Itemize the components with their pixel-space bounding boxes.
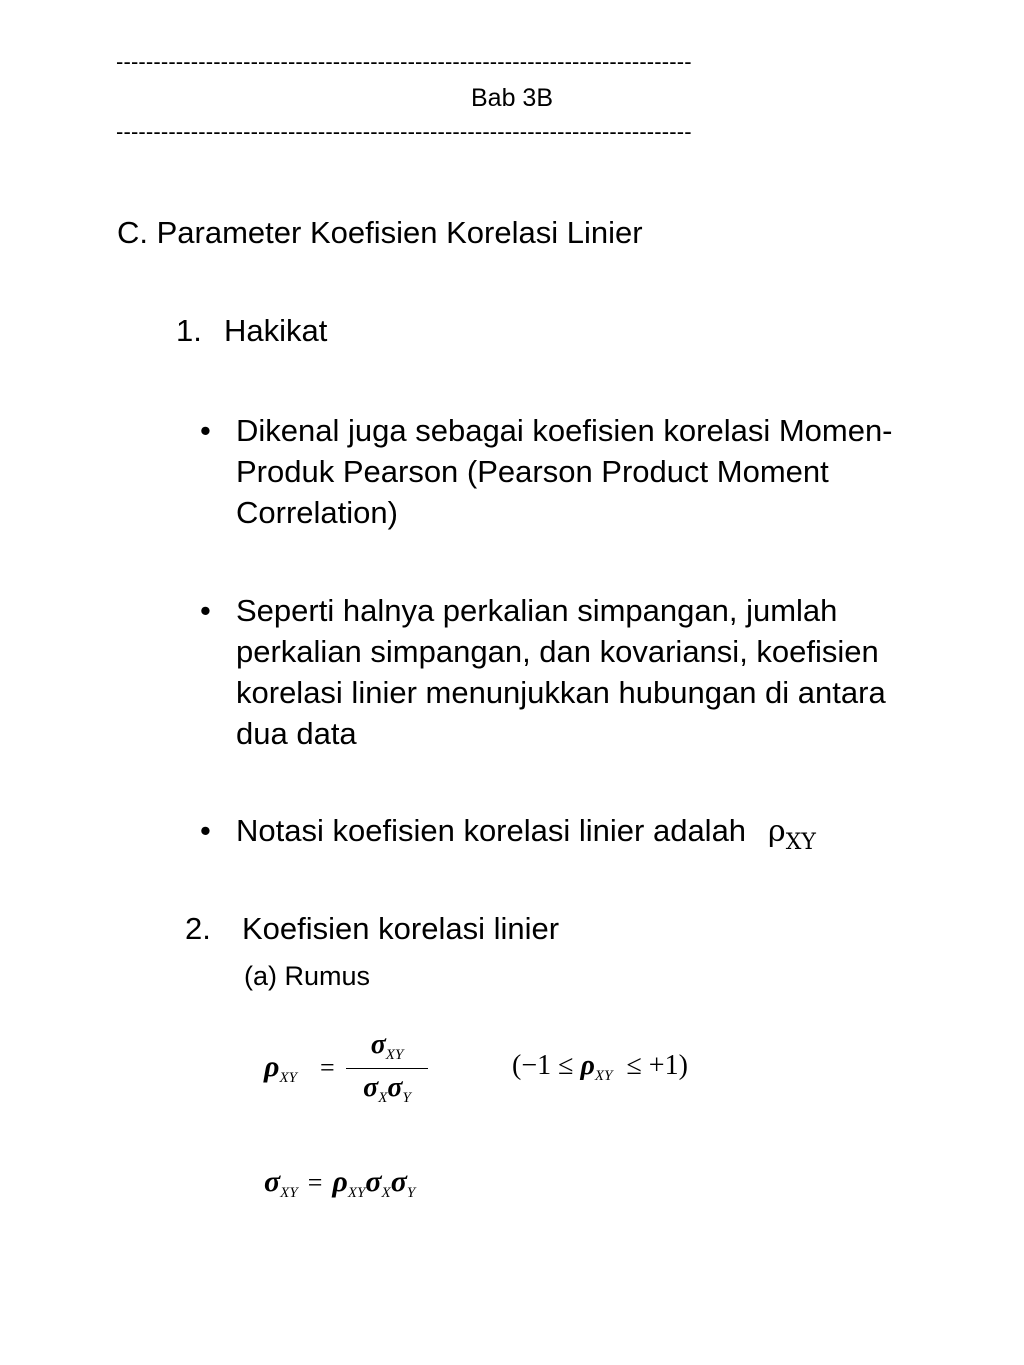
rho-notation (768, 814, 816, 855)
page-header-title: Bab 3B (470, 84, 553, 112)
sigma-symbol: σ (363, 1072, 379, 1103)
list-item-koefisien (185, 910, 559, 948)
formula-lhs (264, 1050, 297, 1084)
subscript-xy: XY (594, 1068, 613, 1084)
subscript-xy: XY (347, 1185, 366, 1201)
list-item-label: Hakikat (224, 313, 328, 348)
list-item-number: 1. (176, 313, 202, 348)
list-item-number: 2. (185, 911, 211, 946)
fraction-bar (346, 1068, 428, 1069)
sigma-symbol: σ (264, 1165, 281, 1198)
bullet-icon: • (200, 593, 211, 628)
bullet-icon: • (200, 813, 211, 848)
subscript-xy: XY (385, 1047, 404, 1063)
bullet-item (200, 810, 920, 855)
sigma-symbol: σ (370, 1029, 386, 1060)
subscript-xy: XY (280, 1185, 298, 1201)
bullet-item (200, 590, 920, 754)
subscript-y: Y (402, 1090, 411, 1106)
fraction (346, 1028, 428, 1109)
subscript-x: X (381, 1185, 391, 1201)
covariance-formula (264, 1165, 415, 1199)
rho-subscript: XY (785, 830, 816, 855)
subscript-xy: XY (279, 1070, 297, 1086)
fraction-numerator (346, 1028, 428, 1066)
sigma-symbol: σ (387, 1072, 403, 1103)
sigma-symbol: σ (390, 1165, 407, 1198)
sub-heading-rumus: (a) Rumus (244, 961, 371, 991)
bullet-text: Dikenal juga sebagai koefisien korelasi Momen-Produk Pearson (Pearson Product Moment Correlation) (236, 413, 893, 530)
correlation-formula (264, 1028, 724, 1128)
rho-symbol: ρ (580, 1050, 595, 1081)
formula-range (512, 1050, 688, 1082)
sigma-symbol: σ (365, 1165, 382, 1198)
subscript-y: Y (406, 1185, 416, 1201)
list-item-hakikat (176, 312, 327, 350)
section-heading: C. Parameter Koefisien Korelasi Linier (117, 215, 643, 250)
equals-sign: = (320, 1053, 335, 1082)
rho-symbol: ρ (264, 1050, 280, 1083)
bullet-text: Notasi koefisien korelasi linier adalah (236, 813, 747, 848)
rho-symbol: ρ (332, 1165, 348, 1198)
header-divider-bottom: ----------------------------------------------------------------------------- (116, 121, 692, 143)
header-divider-top: ----------------------------------------------------------------------------- (116, 51, 692, 73)
subscript-x: X (378, 1090, 388, 1106)
equals-sign: = (307, 1168, 323, 1197)
bullet-text: Seperti halnya perkalian simpangan, jumlah perkalian simpangan, dan kovariansi, koefisien korelasi linier menunjukkan hubungan di antara dua data (236, 593, 886, 751)
list-item-label: Koefisien korelasi linier (242, 911, 560, 946)
bullet-icon: • (200, 413, 211, 448)
rho-symbol: ρ (768, 814, 786, 849)
bullet-item (200, 410, 920, 533)
range-close: ≤ +1) (626, 1050, 688, 1081)
fraction-denominator (346, 1071, 428, 1109)
range-open: (−1 ≤ (512, 1050, 574, 1081)
bullet-text-notation (236, 810, 920, 855)
